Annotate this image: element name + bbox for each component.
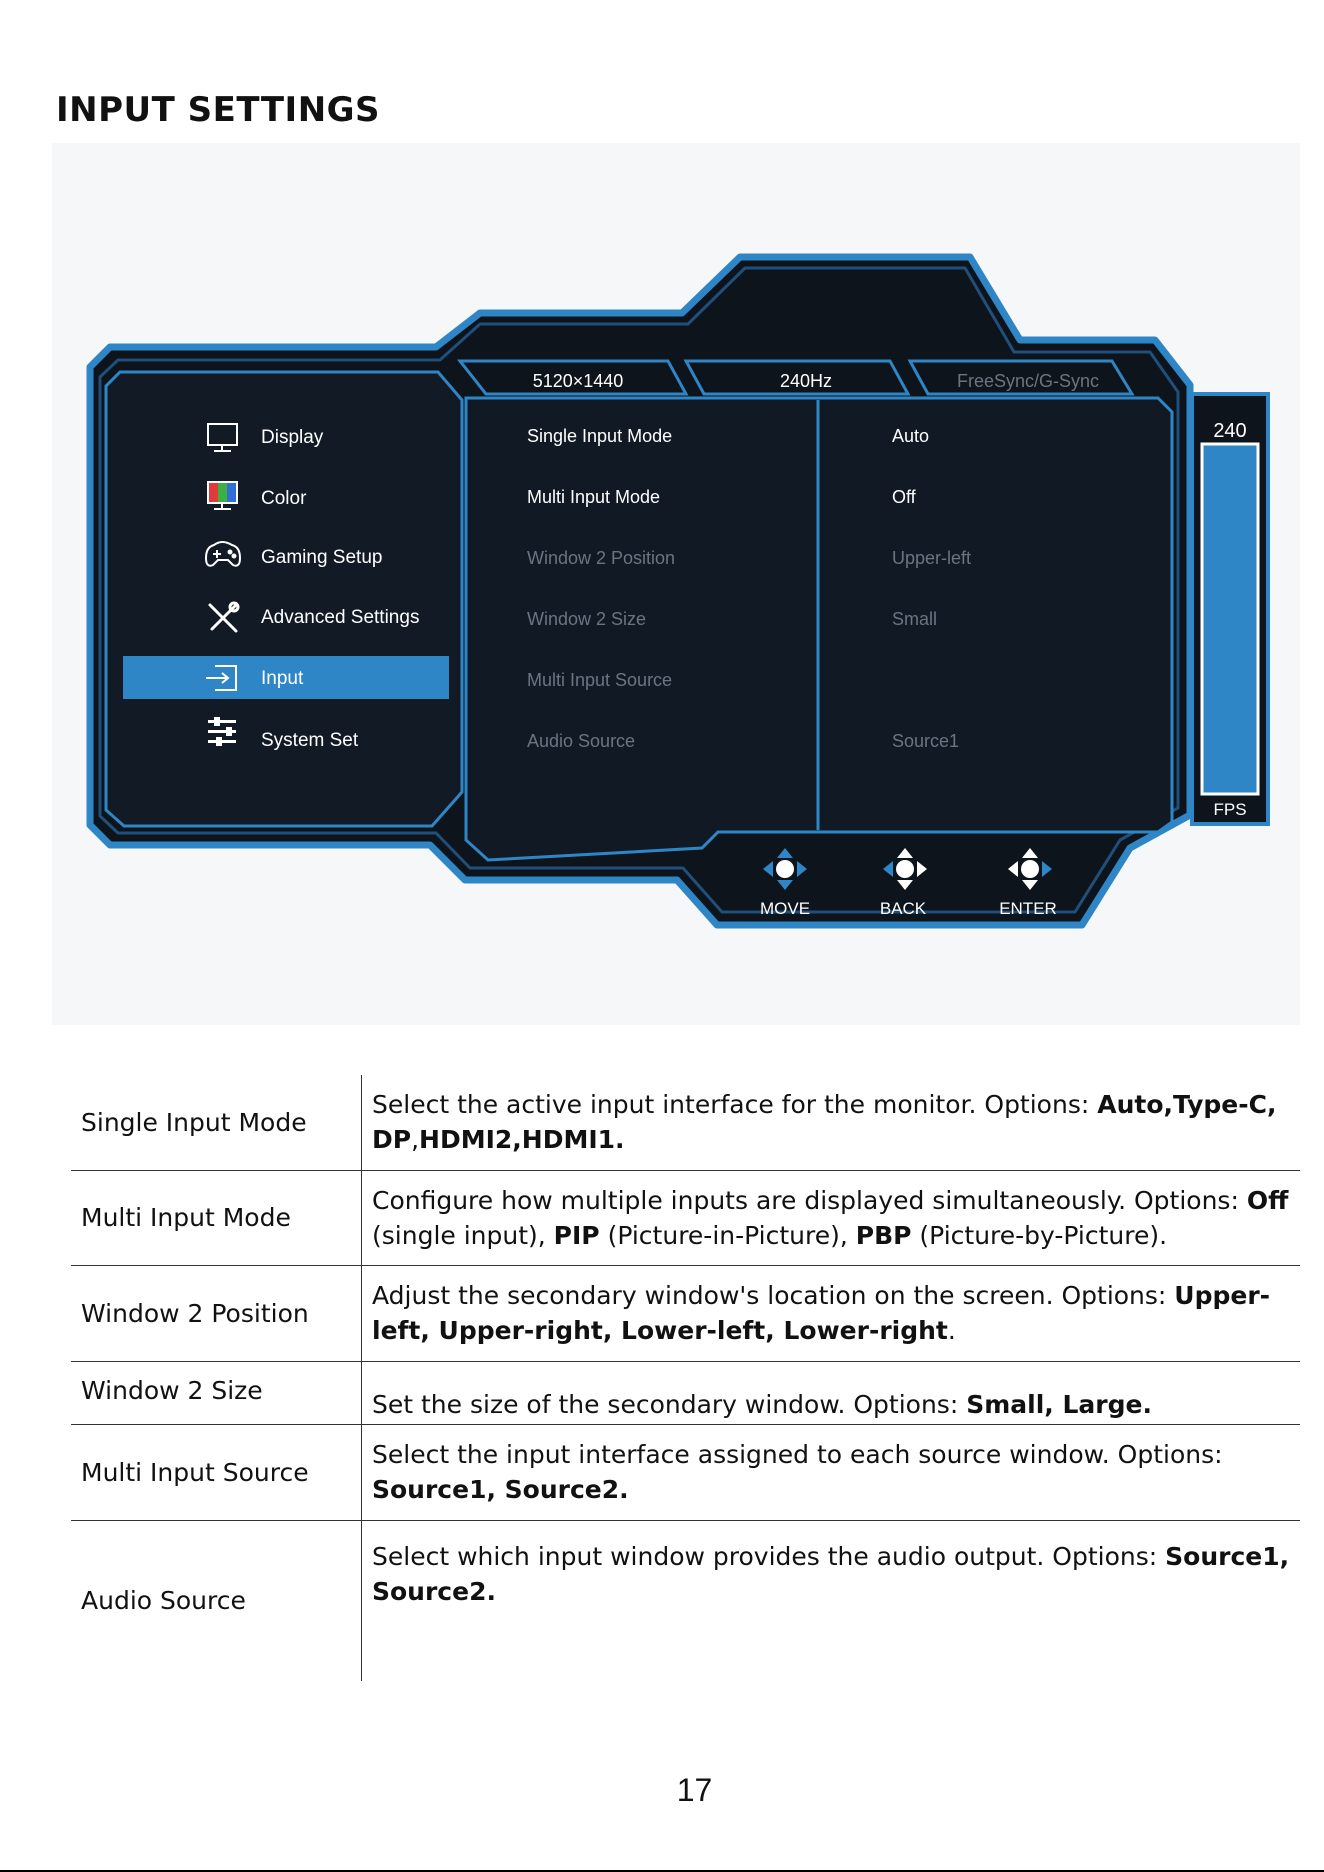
description-run: (Picture-in-Picture),: [599, 1220, 856, 1250]
description-run: ,: [411, 1125, 420, 1155]
option-window-2-size[interactable]: Window 2 Size: [527, 609, 647, 629]
page-title: INPUT SETTINGS: [56, 90, 381, 130]
value-window-2-size: Small: [892, 609, 938, 629]
sliders-icon: [208, 717, 236, 746]
description-bold-run: Source1, Source2.: [372, 1475, 629, 1504]
setting-name: Window 2 Size: [71, 1361, 362, 1424]
table-row: [71, 1520, 1300, 1681]
description-run: Adjust the secondary window's location on the screen. Options:: [372, 1281, 1175, 1310]
description-run: Select the active input interface for the monitor. Options:: [372, 1090, 1098, 1120]
setting-description: [362, 1424, 1301, 1520]
table-row: [71, 1265, 1300, 1361]
value-audio-source: Source1: [892, 731, 960, 751]
page-number: 17: [676, 1772, 713, 1808]
option-multi-input-mode[interactable]: Multi Input Mode: [527, 487, 661, 507]
option-audio-source[interactable]: Audio Source: [527, 731, 636, 751]
menu-item-color[interactable]: Color: [261, 488, 307, 509]
menu-item-display[interactable]: Display: [261, 427, 324, 448]
status-refresh: 240Hz: [779, 371, 833, 391]
option-single-input-mode[interactable]: Single Input Mode: [527, 426, 673, 446]
menu-item-gaming-setup[interactable]: Gaming Setup: [261, 547, 383, 568]
fps-gauge-bar: [1202, 444, 1258, 794]
setting-name: Multi Input Source: [71, 1424, 362, 1520]
setting-name: Window 2 Position: [71, 1265, 362, 1361]
description-bold-run: PIP: [553, 1220, 600, 1250]
menu-item-advanced-settings[interactable]: Advanced Settings: [261, 607, 420, 628]
setting-description: [362, 1520, 1301, 1681]
value-window-2-position: Upper-left: [892, 548, 972, 568]
status-resolution: 5120×1440: [532, 371, 624, 391]
status-sync: FreeSync/G-Sync: [956, 371, 1100, 391]
table-row: [71, 1424, 1300, 1520]
setting-description: [362, 1265, 1301, 1361]
description-run: Select the input interface assigned to each source window. Options:: [372, 1440, 1223, 1469]
menu-item-system-set[interactable]: System Set: [261, 730, 359, 751]
control-back-label: BACK: [879, 899, 927, 918]
control-enter-label: ENTER: [999, 899, 1057, 918]
description-bold-run: Source1, Source2.: [372, 1541, 1290, 1606]
description-bold-run: Auto,Type-C,: [1097, 1090, 1277, 1120]
table-row: [71, 1361, 1300, 1424]
setting-name: Single Input Mode: [71, 1075, 362, 1170]
description-run: Set the size of the secondary window. Options:: [372, 1389, 967, 1419]
fps-value: 240: [1213, 420, 1247, 442]
table-row: [71, 1170, 1300, 1265]
setting-description: [362, 1361, 1301, 1424]
value-multi-input-mode: Off: [892, 487, 916, 507]
table-row: [71, 1075, 1300, 1170]
option-multi-input-source[interactable]: Multi Input Source: [527, 670, 673, 690]
menu-item-input[interactable]: Input: [261, 668, 304, 689]
option-window-2-position[interactable]: Window 2 Position: [527, 548, 676, 568]
description-bold-run: Upper-left, Upper-right, Lower-left, Lower-right: [372, 1281, 1271, 1345]
description-run: (Picture-by-Picture).: [911, 1220, 1168, 1250]
setting-name: Multi Input Mode: [71, 1170, 362, 1265]
description-bold-run: HDMI2,HDMI1.: [419, 1125, 625, 1155]
description-run: (single input),: [372, 1220, 554, 1250]
setting-description: [362, 1075, 1301, 1170]
settings-table: [71, 1075, 1300, 1681]
setting-description: [362, 1170, 1301, 1265]
fps-unit: FPS: [1213, 800, 1247, 819]
description-run: Select which input window provides the audio output. Options:: [372, 1541, 1166, 1571]
control-move-label: MOVE: [759, 899, 811, 918]
description-bold-run: Small, Large.: [966, 1389, 1152, 1419]
description-bold-run: Off: [1246, 1185, 1289, 1215]
description-bold-run: PBP: [855, 1220, 912, 1250]
description-run: .: [947, 1316, 956, 1345]
description-run: Configure how multiple inputs are displayed simultaneously. Options:: [372, 1185, 1247, 1215]
description-bold-run: DP: [372, 1125, 412, 1155]
value-single-input-mode: Auto: [892, 426, 930, 446]
setting-name: Audio Source: [71, 1520, 362, 1681]
